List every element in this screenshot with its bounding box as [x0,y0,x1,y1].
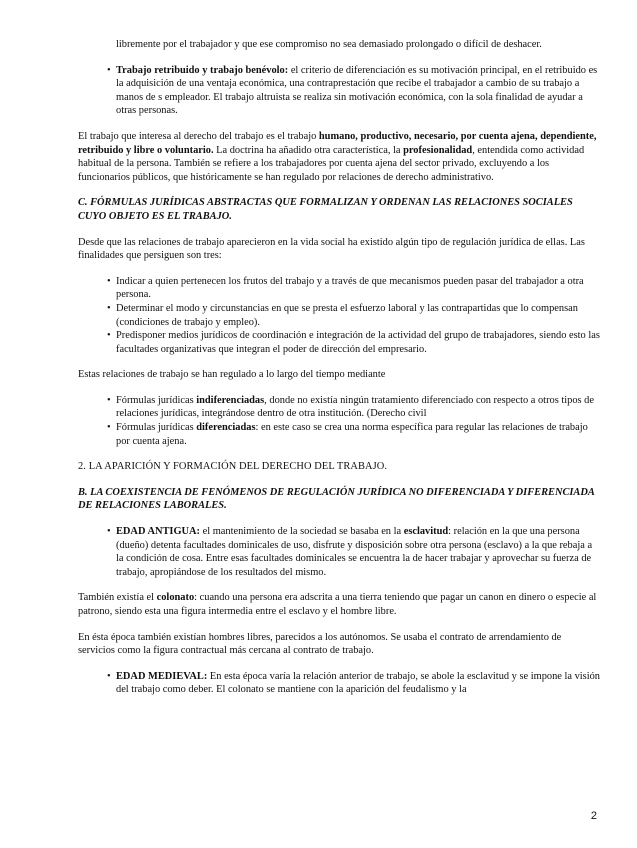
paragraph [78,591,600,618]
bullet-list-formulas [78,394,600,448]
text-run: La doctrina ha añadido otra característica, la [213,144,404,156]
bold-term: humano, productivo, necesario, por cuenta ajena, dependiente, retribuido y libre o voluntario. [78,130,597,156]
section-heading-c: C. FÓRMULAS JURÍDICAS ABSTRACTAS QUE FORMALIZAN Y ORDENAN LAS RELACIONES SOCIALES CUYO OBJETO ES EL TRABAJO. [78,197,573,222]
list-item [116,670,600,697]
bold-term: Trabajo retribuido y trabajo benévolo: [116,64,289,76]
bullet-list-finalidades [78,275,600,357]
text-run: : relación en la que una persona (dueño) detenta facultades dominicales de uso, disfrute y disposición sobre otra persona (esclavo) a la que rebaja a la condición de cosa. Entre esas facultades dominicales se encuentra la de hacer trabajar y aprovechar su fuerza de trabajo, apropiándose de los resultados del mismo. [116,526,593,578]
list-item [116,421,600,448]
list-item: • Indicar a quien pertenecen los frutos del trabajo y a través de que mecanismos pueden pasar del trabajador a otra persona. [116,275,600,302]
text-run: : cuando una persona era adscrita a una tierra teniendo que pagar un canon en dinero o especie al patrono, siendo esta una figura intermedia entre el esclavo y el hombre libre. [78,592,597,617]
bullet-list-medieval [78,670,600,697]
list-item [116,64,600,118]
bold-term: profesionalidad [403,144,473,156]
continued-paragraph: libremente por el trabajador y que ese compromiso no sea demasiado prolongado o difícil de deshacer. [116,39,542,50]
paragraph [78,130,600,184]
text-run: También existía el [78,592,157,604]
list-item [116,525,600,579]
page-number: 2 [590,810,597,822]
bold-term: diferenciadas [196,422,256,434]
list-item: • Predisponer medios jurídicos de coordinación e integración de la actividad del grupo de trabajadores, siendo esto las facultades organizativas que integran el poder de dirección del empresario. [116,329,600,356]
bold-term: EDAD MEDIEVAL: [116,670,208,682]
section-heading-2: 2. LA APARICIÓN Y FORMACIÓN DEL DERECHO DEL TRABAJO. [78,461,388,473]
bold-term: EDAD ANTIGUA: [116,526,200,538]
document-body [78,38,600,697]
text-run: Fórmulas jurídicas [116,394,197,406]
text-run: , entendida como actividad habitual de la persona. También se refiere a los trabajadores por cuenta ajena del sector privado, excluyendo a los funcionarios públicos, que históricamente se han regulado por relaciones de derecho administrativo. [78,144,585,183]
bullet-list-antigua [78,525,600,579]
paragraph: Estas relaciones de trabajo se han regulado a lo largo del tiempo mediante [78,369,386,381]
paragraph: En ésta época también existían hombres libres, parecidos a los autónomos. Se usaba el contrato de arrendamiento de servicios como la figura contractual más cercana al contrato de trabajo. [78,631,562,657]
bold-term: indiferenciadas [196,394,265,406]
text-run: : en este caso se crea una norma específica para regular las relaciones de trabajo por cuenta ajena. [116,422,588,447]
text-run: El trabajo que interesa al derecho del trabajo es el trabajo [78,130,319,142]
paragraph: Desde que las relaciones de trabajo aparecieron en la vida social ha existido algún tipo de regulación jurídica de ellas. Las finalidades que persiguen son tres: [78,236,585,262]
bold-term: colonato [156,592,195,604]
list-item-text: el criterio de diferenciación es su motivación principal, en el retribuido es la adquisición de una ventaja económica, una contraprestación que recibe el trabajador a cambio de su trabajo a manos de s empleador. El trabajo altruista se realiza sin motivación económica, con la sola finalidad de ayudar a otras personas. [116,64,598,117]
bullet-list-trabajo [78,64,600,118]
list-item: • Determinar el modo y circunstancias en que se presta el esfuerzo laboral y las contrapartidas que lo compensan (condiciones de trabajo y empleo). [116,302,600,329]
list-item [116,394,600,421]
text-run: , donde no existía ningún tratamiento diferenciado con respecto a otros tipos de relaciones jurídicas, integrándose dentro de otra institución. (Derecho civil [116,394,594,420]
text-run: el mantenimiento de la sociedad se basaba en la [200,526,404,538]
section-heading-b: B. LA COEXISTENCIA DE FENÓMENOS DE REGULACIÓN JURÍDICA NO DIFERENCIADA Y DIFERENCIADA DE RELACIONES LABORALES. [78,486,595,512]
text-run: Fórmulas jurídicas [116,422,197,434]
list-item-text: En esta época varía la relación anterior de trabajo, se abole la esclavitud y se impone la visión del trabajo como deber. El colonato se mantiene con la aparición del feudalismo y la [116,670,600,696]
bold-term: esclavitud [403,526,449,538]
